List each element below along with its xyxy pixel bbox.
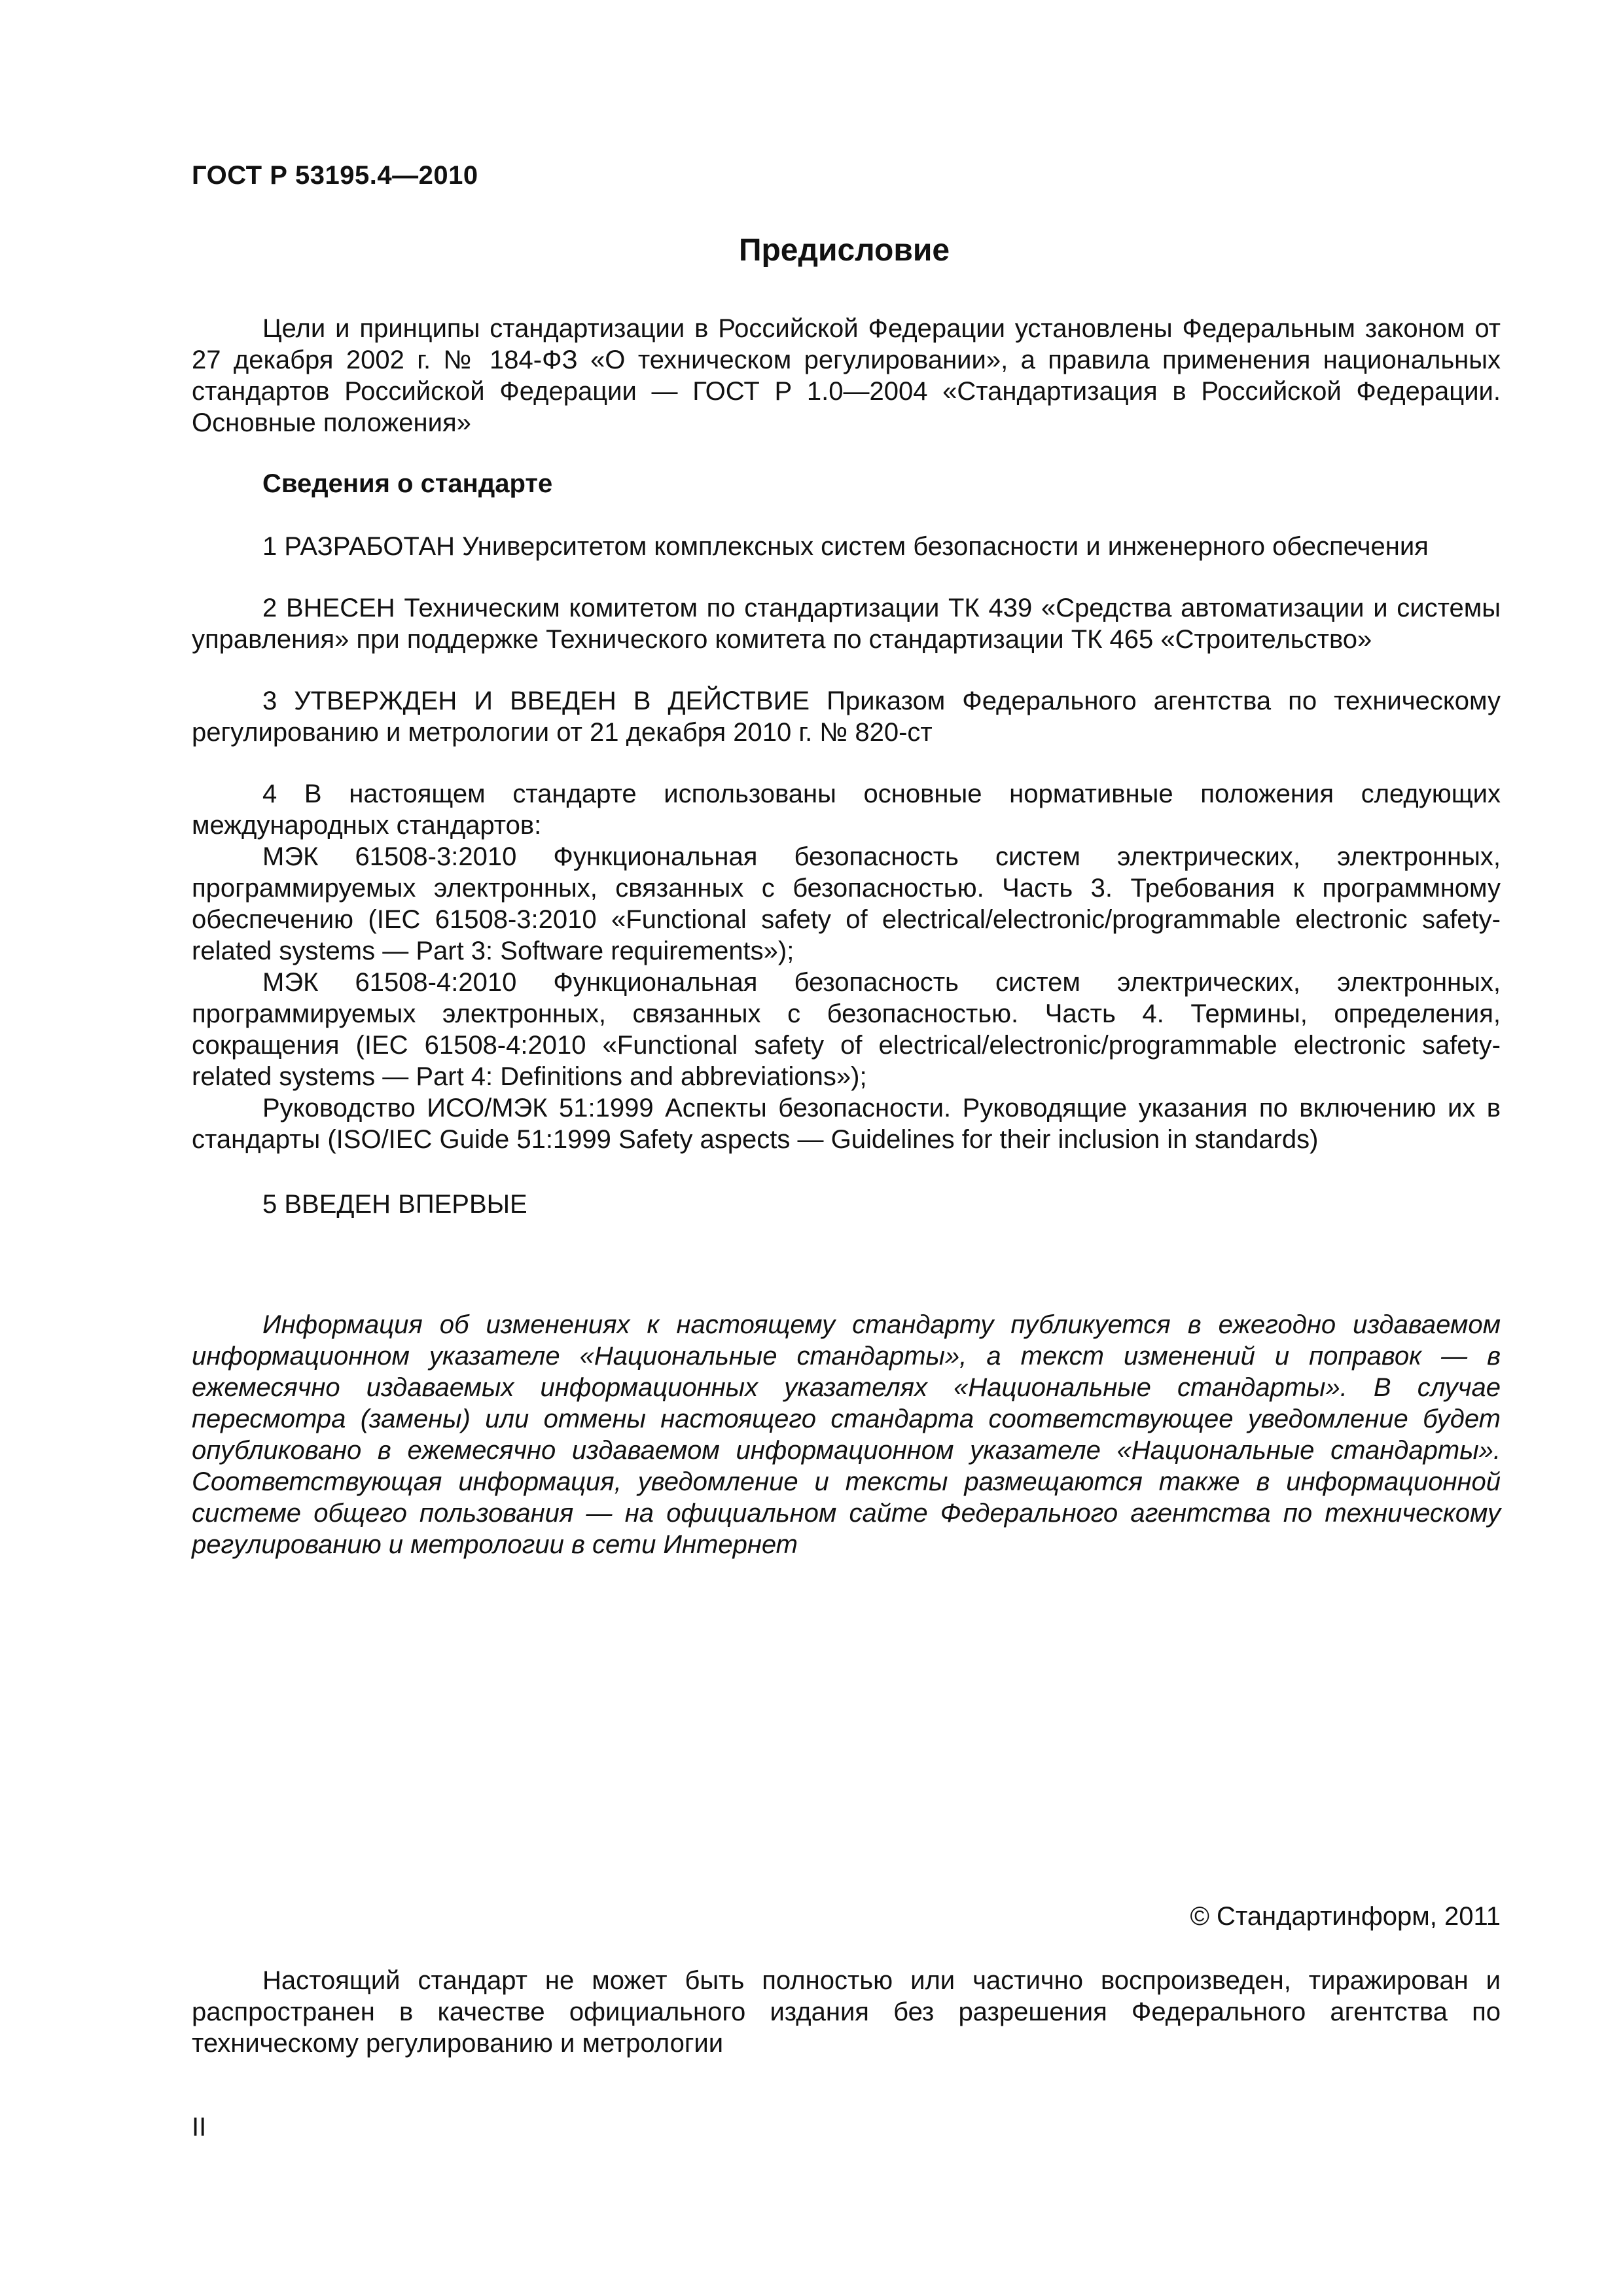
item-4-ref-1: МЭК 61508-3:2010 Функциональная безопасность систем электрических, электронных, программируемых электронных, связанных с безопасностью. Часть 3. Требования к программному обеспечению (IEC 61508-3:2010 «Functional safety of electrical/electronic/programmable electronic safety-related systems — Part 3: Software requirements»); <box>192 842 1501 965</box>
item-4-ref-3: Руководство ИСО/МЭК 51:1999 Аспекты безопасности. Руководящие указания по включению их в стандарты (ISO/IEC Guide 51:1999 Safety aspects — Guidelines for their inclusion in standards) <box>192 1094 1501 1154</box>
page-number: II <box>192 2113 207 2142</box>
changes-notice <box>192 1309 1501 1560</box>
item-4-ref-2: МЭК 61508-4:2010 Функциональная безопасность систем электрических, электронных, программируемых электронных, связанных с безопасностью. Часть 4. Термины, определения, сокращения (IEC 61508-4:2010 «Functional safety of electrical/electronic/programmable electronic safety-related systems — Part 4: Definitions and abbreviations»); <box>192 968 1501 1091</box>
page-title: Предисловие <box>738 233 950 268</box>
rights-notice <box>192 1965 1501 2059</box>
rights-paragraph: Настоящий стандарт не может быть полностью или частично воспроизведен, тиражирован и распространен в качестве официального издания без разрешения Федерального агентства по техническому регулированию и метрологии <box>192 1966 1501 2058</box>
about-item-3 <box>192 685 1501 748</box>
about-item-4 <box>192 778 1501 1155</box>
notice-paragraph: Информация об изменениях к настоящему стандарту публикуется в ежегодно издаваемом информационном указателе «Национальные стандарты», а текст изменений и поправок — в ежемесячно издаваемых информационных указателях «Национальные стандарты». В случае пересмотра (замены) или отмены настоящего стандарта соответствующее уведомление будет опубликовано в ежемесячно издаваемом информационном указателе «Национальные стандарты». Соответствующая информация, уведомление и тексты размещаются также в информационной системе общего пользования — на официальном сайте Федерального агентства по техническому регулированию и метрологии в сети Интернет <box>192 1310 1501 1559</box>
item-4-lead: 4 В настоящем стандарте использованы основные нормативные положения следующих международных стандартов: <box>192 780 1501 840</box>
about-item-1 <box>192 531 1501 562</box>
item-2-text: 2 ВНЕСЕН Техническим комитетом по стандартизации ТК 439 «Средства автоматизации и системы управления» при поддержке Технического комитета по стандартизации ТК 465 «Строительство» <box>192 594 1501 654</box>
about-standard-heading: Сведения о стандарте <box>262 469 553 498</box>
about-item-5 <box>192 1189 1501 1220</box>
about-item-2 <box>192 592 1501 655</box>
copyright-line: © Стандартинформ, 2011 <box>1190 1902 1501 1931</box>
item-5-text: 5 ВВЕДЕН ВПЕРВЫЕ <box>262 1190 527 1219</box>
item-3-text: 3 УТВЕРЖДЕН И ВВЕДЕН В ДЕЙСТВИЕ Приказом Федерального агентства по техническому регулированию и метрологии от 21 декабря 2010 г. № 820-ст <box>192 687 1501 747</box>
intro-section <box>192 313 1501 439</box>
document-code: ГОСТ Р 53195.4—2010 <box>192 161 478 190</box>
item-1-text: 1 РАЗРАБОТАН Университетом комплексных систем безопасности и инженерного обеспечения <box>262 532 1429 561</box>
intro-paragraph: Цели и принципы стандартизации в Российской Федерации установлены Федеральным законом от 27 декабря 2002 г. № 184-ФЗ «О техническом регулировании», а правила применения национальных стандартов Российской Федерации — ГОСТ Р 1.0—2004 «Стандартизация в Российской Федерации. Основные положения» <box>192 314 1501 437</box>
